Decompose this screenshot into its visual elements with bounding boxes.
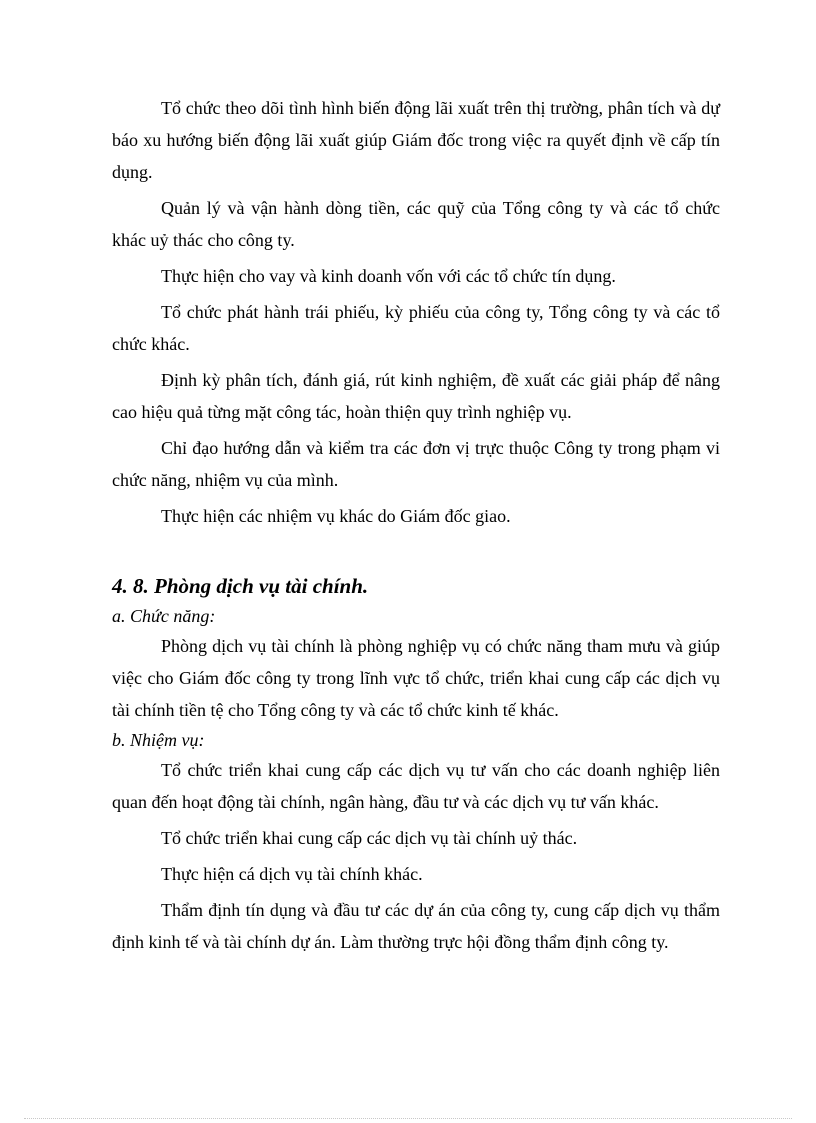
paragraph: Tổ chức theo dõi tình hình biến động lãi xuất trên thị trường, phân tích và dự báo xu hướng biến động lãi xuất giúp Giám đốc trong việc ra quyết định về cấp tín dụng. <box>112 98 720 182</box>
section-heading: 4. 8. Phòng dịch vụ tài chính. <box>112 574 369 598</box>
paragraph: Định kỳ phân tích, đánh giá, rút kinh nghiệm, đề xuất các giải pháp để nâng cao hiệu quả từng mặt công tác, hoàn thiện quy trình nghiệp vụ. <box>112 370 720 422</box>
paragraph: Thực hiện các nhiệm vụ khác do Giám đốc giao. <box>161 506 511 526</box>
duty-item: Thực hiện cá dịch vụ tài chính khác. <box>161 864 423 884</box>
function-label: a. Chức năng: <box>112 606 216 626</box>
function-text: Phòng dịch vụ tài chính là phòng nghiệp vụ có chức năng tham mưu và giúp việc cho Giám đốc công ty trong lĩnh vực tổ chức, triển khai cung cấp các dịch vụ tài chính tiền tệ cho Tổng công ty và các tổ chức kinh tế khác. <box>112 636 720 720</box>
duties-label: b. Nhiệm vụ: <box>112 730 205 750</box>
paragraph: Thực hiện cho vay và kinh doanh vốn với các tổ chức tín dụng. <box>161 266 616 286</box>
duty-item: Tổ chức triển khai cung cấp các dịch vụ tư vấn cho các doanh nghiệp liên quan đến hoạt động tài chính, ngân hàng, đầu tư và các dịch vụ tư vấn khác. <box>112 760 720 812</box>
duty-item: Thẩm định tín dụng và đầu tư các dự án của công ty, cung cấp dịch vụ thẩm định kinh tế và tài chính dự án. Làm thường trực hội đồng thẩm định công ty. <box>112 900 720 952</box>
paragraph: Tổ chức phát hành trái phiếu, kỳ phiếu của công ty, Tổng công ty và các tổ chức khác. <box>112 302 720 354</box>
page-content <box>112 92 720 958</box>
page-bottom-rule <box>24 1118 792 1119</box>
paragraph: Quản lý và vận hành dòng tiền, các quỹ của Tổng công ty và các tổ chức khác uỷ thác cho công ty. <box>112 198 720 250</box>
duty-item: Tổ chức triển khai cung cấp các dịch vụ tài chính uỷ thác. <box>161 828 578 848</box>
paragraph: Chỉ đạo hướng dẫn và kiểm tra các đơn vị trực thuộc Công ty trong phạm vi chức năng, nhiệm vụ của mình. <box>112 438 720 490</box>
